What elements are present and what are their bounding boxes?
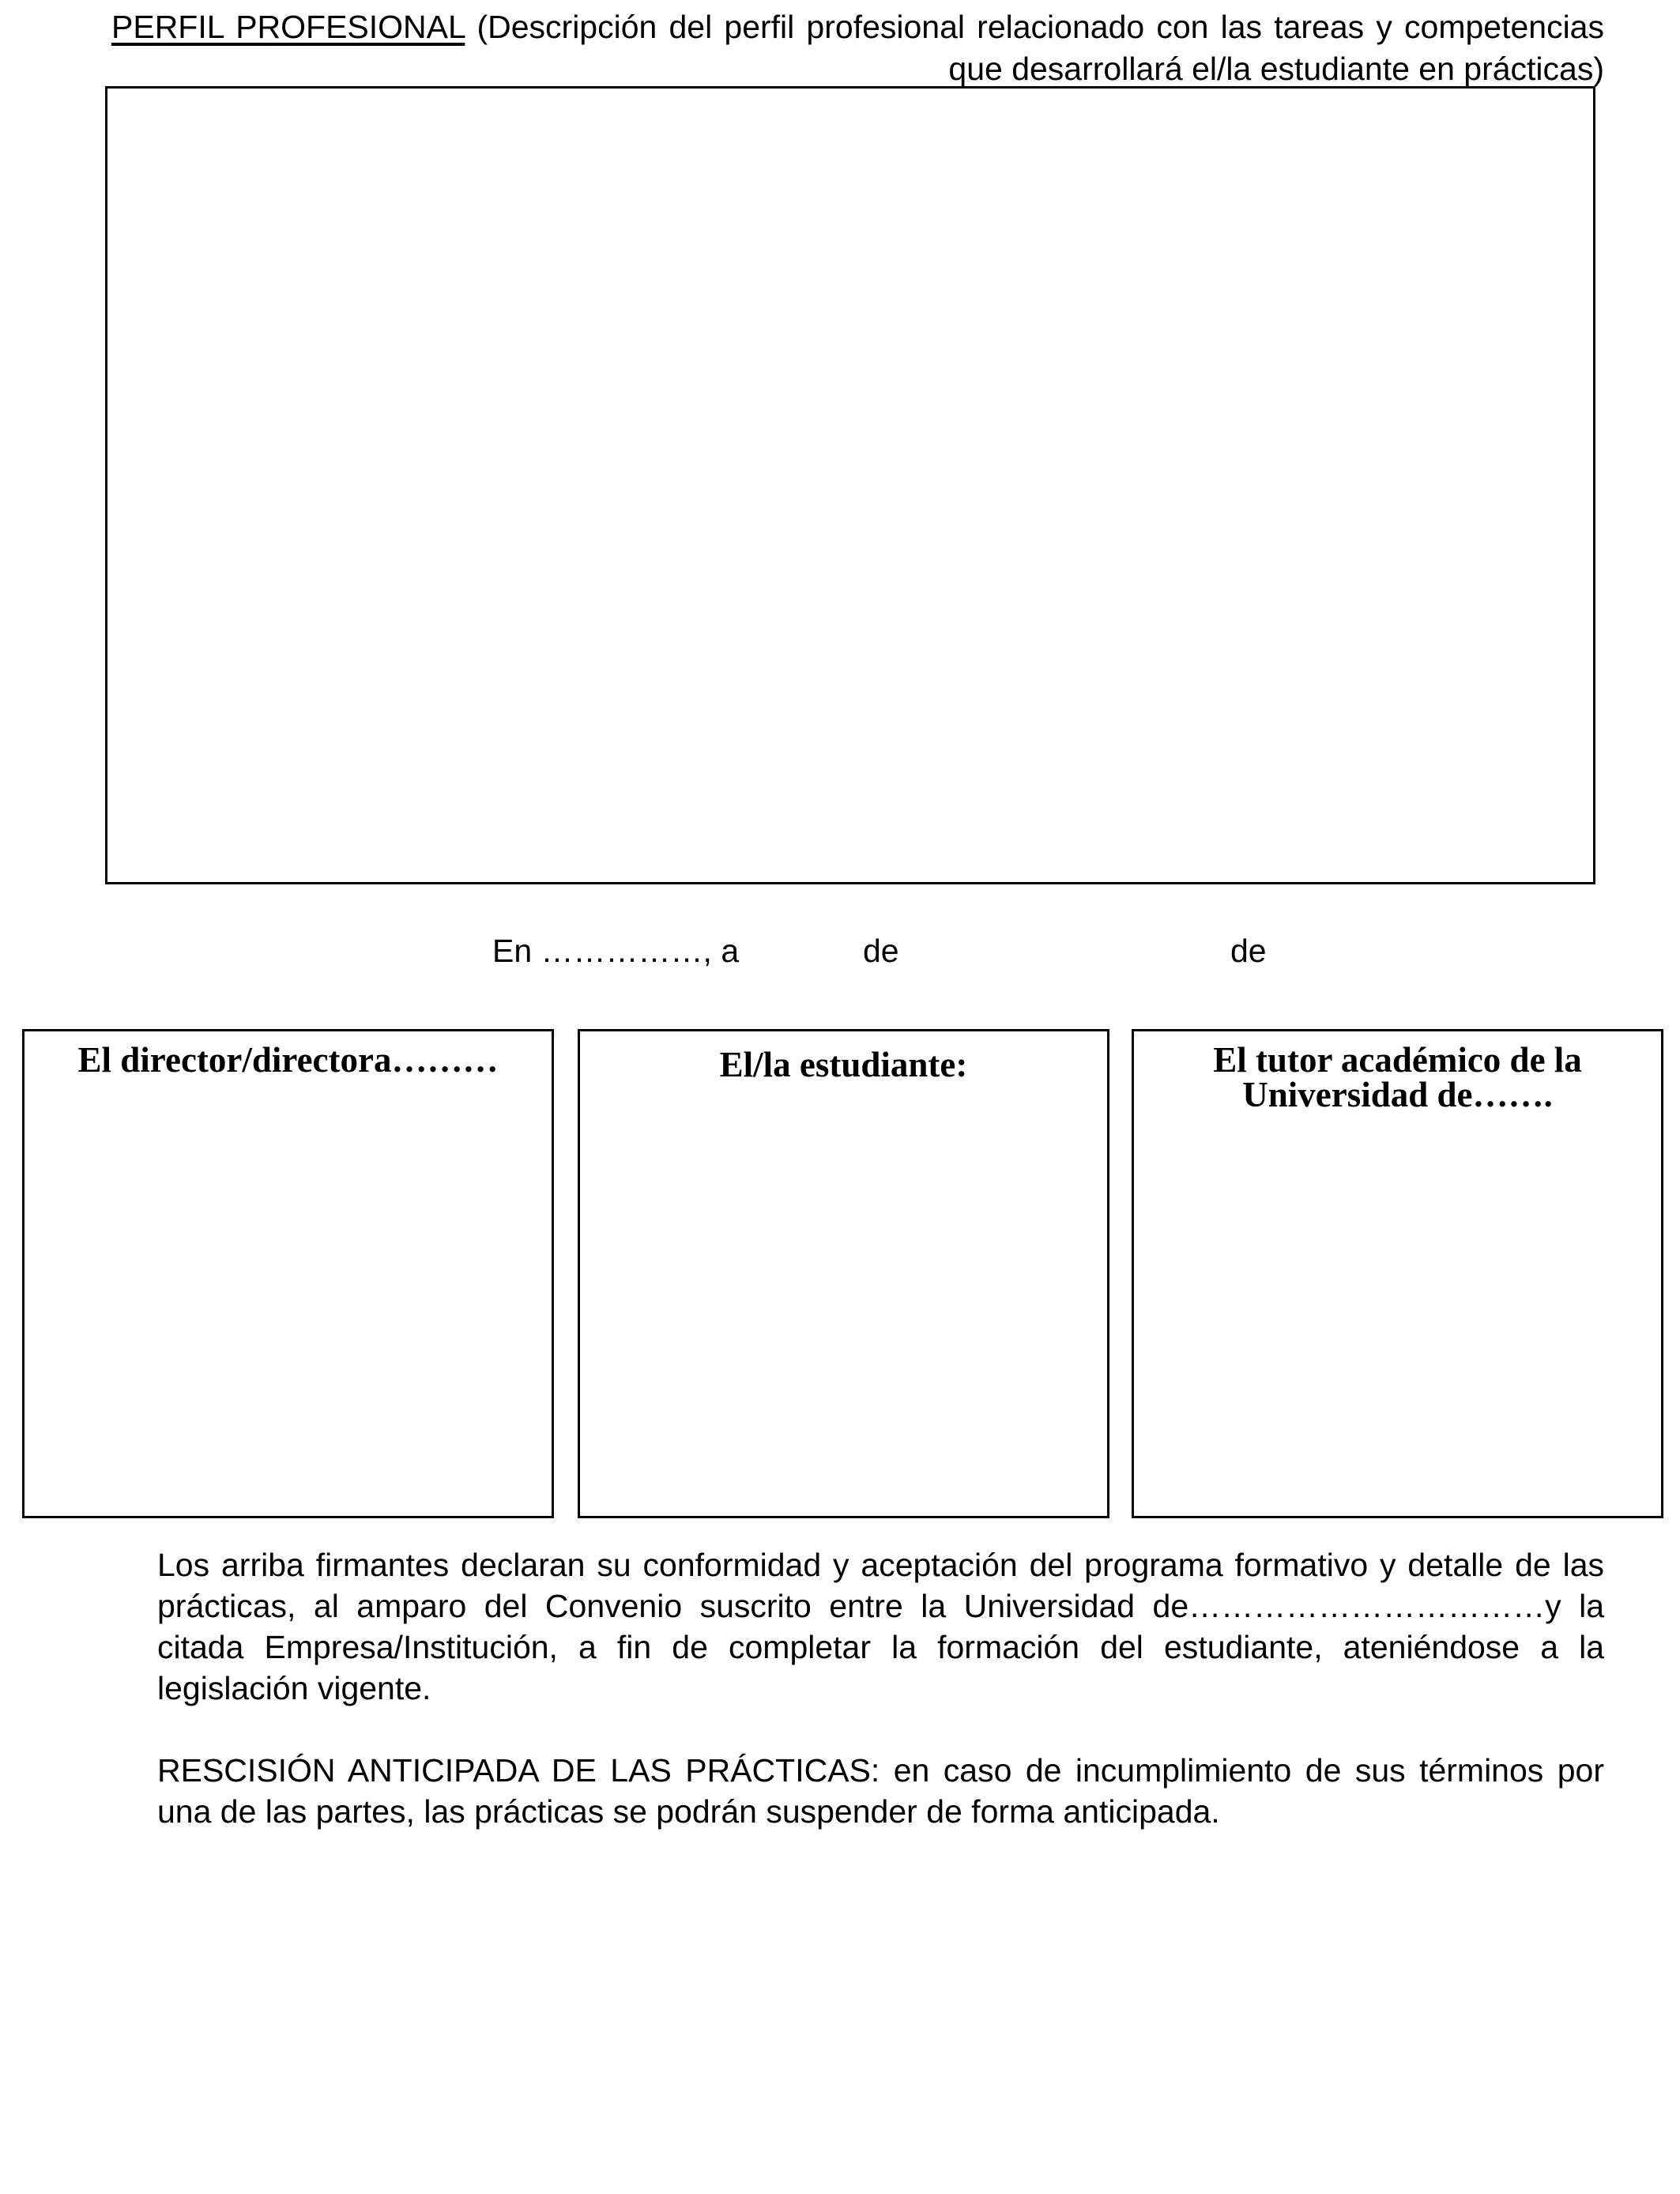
conformity-paragraph: Los arriba firmantes declaran su conformidad y aceptación del programa formativo y detalle de las prácticas, al amparo del Convenio suscrito entre la Universidad de……………………………y la citada Empresa/Institución, a fin de completar la formación del estudiante, ateniéndose a la legislación vigente. — [157, 1547, 1604, 1706]
signature-title-student: El/la estudiante: — [719, 1045, 968, 1084]
profile-heading-label: PERFIL PROFESIONAL — [111, 9, 465, 45]
signature-box-director[interactable] — [22, 1029, 554, 1518]
signature-box-tutor[interactable] — [1132, 1029, 1663, 1518]
signature-title-director: El director/directora……… — [77, 1040, 499, 1080]
date-line-de-year: de — [1230, 933, 1267, 969]
profile-heading — [111, 6, 1604, 90]
date-line-de-month: de — [863, 933, 899, 969]
profile-heading-description: (Descripción del perfil profesional relacionado con las tareas y competencias que desarrollará el/la estudiante en prácticas) — [477, 9, 1604, 87]
rescission-paragraph: RESCISIÓN ANTICIPADA DE LAS PRÁCTICAS: en caso de incumplimiento de sus términos por una de las partes, las prácticas se podrán suspender de forma anticipada. — [157, 1752, 1604, 1830]
date-line-place: En ……………, a — [492, 933, 740, 969]
signature-box-student[interactable] — [578, 1029, 1109, 1518]
profile-description-box[interactable] — [105, 86, 1595, 884]
signature-title-tutor: El tutor académico de la Universidad de……. — [1213, 1040, 1582, 1114]
